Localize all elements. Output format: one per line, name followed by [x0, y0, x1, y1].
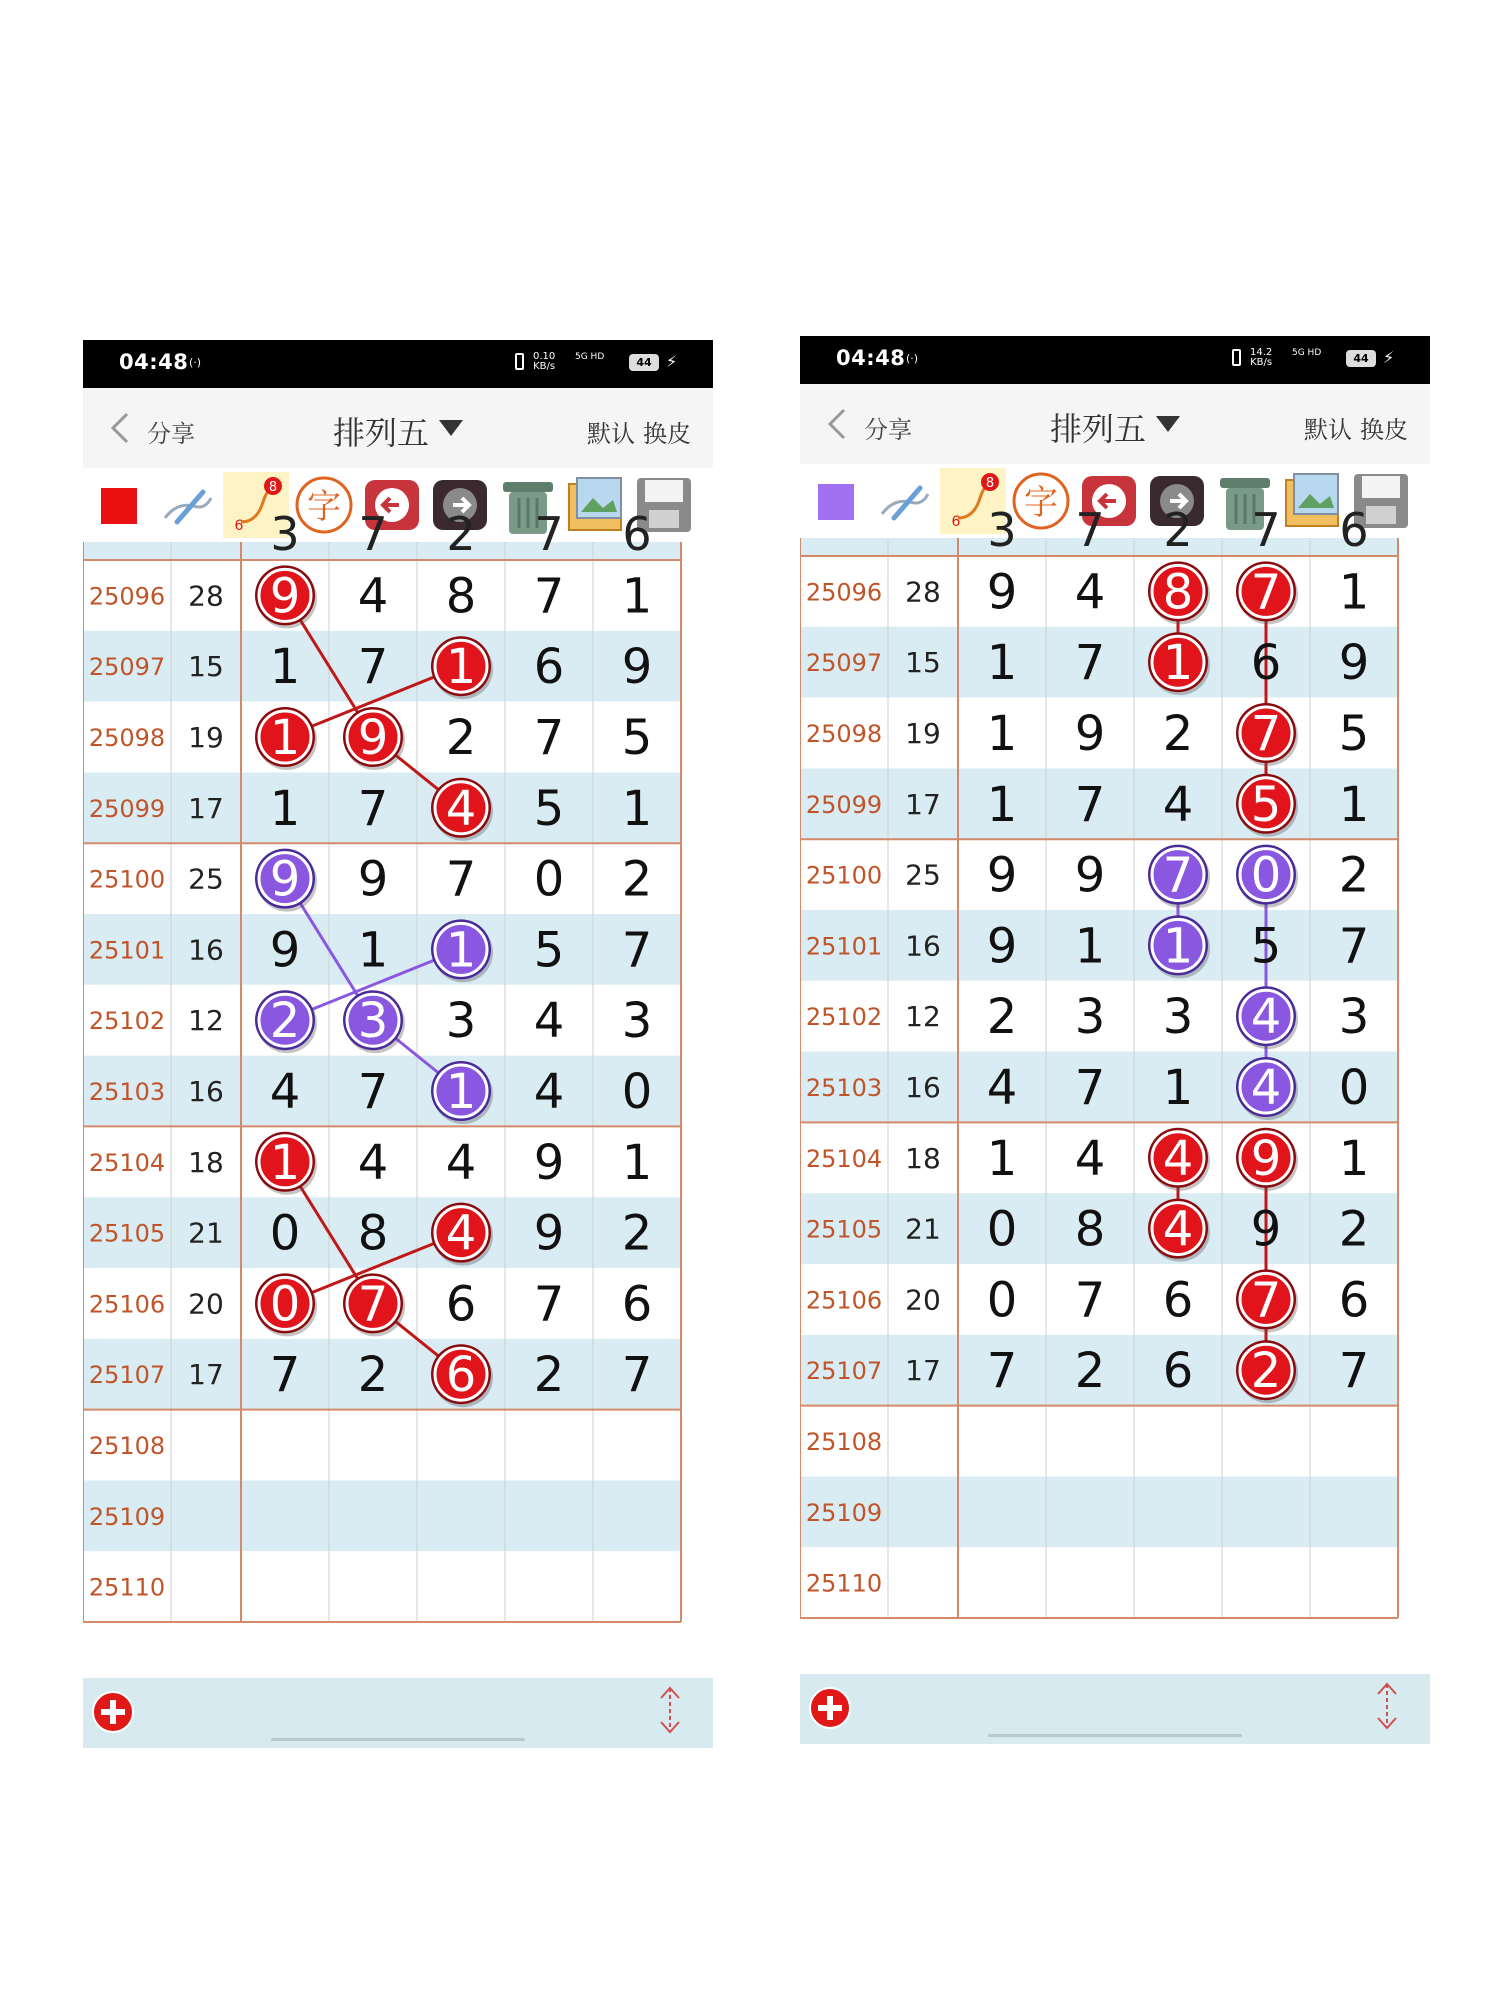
- digit-cell[interactable]: 2: [357, 1347, 389, 1404]
- skin-button[interactable]: 换皮: [643, 420, 691, 448]
- issue-number: 25098: [805, 720, 883, 748]
- signal-icon: 5G HD: [1292, 348, 1322, 358]
- nav-bar: [800, 384, 1430, 464]
- share-button[interactable]: 分享: [147, 420, 195, 448]
- pen-icon[interactable]: [155, 472, 221, 538]
- digit-cell[interactable]: 5: [533, 922, 565, 979]
- highlight-digit: 7: [1250, 1272, 1282, 1329]
- digit-cell[interactable]: 4: [445, 1134, 477, 1191]
- digit-cell[interactable]: 5: [533, 780, 565, 837]
- dropdown-triangle-icon[interactable]: [439, 420, 463, 436]
- digit-cell[interactable]: 7: [357, 1064, 389, 1120]
- digit-cell[interactable]: 2: [986, 989, 1018, 1046]
- color-swatch-icon[interactable]: [101, 488, 137, 524]
- net-speed: [533, 352, 555, 372]
- digit-cell[interactable]: 6: [1162, 1343, 1194, 1400]
- digit-cell[interactable]: 4: [1074, 1130, 1106, 1187]
- nav-bar: [83, 388, 713, 468]
- sum-value: 25: [905, 858, 941, 892]
- share-button[interactable]: 分享: [864, 416, 912, 444]
- sum-value: 21: [188, 1216, 224, 1250]
- digit-cell[interactable]: 4: [1074, 564, 1106, 621]
- battery-icon: 44: [1346, 350, 1376, 367]
- digit-cell[interactable]: 7: [533, 568, 565, 625]
- sum-value: 19: [188, 721, 224, 754]
- issue-number: 25110: [805, 1569, 883, 1598]
- digit-cell[interactable]: 2: [1338, 1201, 1370, 1258]
- lottery-title[interactable]: 排列五: [333, 414, 430, 452]
- dropdown-triangle-icon[interactable]: [1156, 416, 1180, 432]
- highlight-digit: 4: [445, 1205, 477, 1262]
- highlight-digit: 9: [357, 710, 389, 766]
- sum-value: 12: [188, 1004, 224, 1038]
- digit-cell[interactable]: 2: [533, 1347, 565, 1404]
- digit-cell[interactable]: 2: [1074, 1343, 1106, 1400]
- sum-value: 25: [188, 862, 224, 896]
- highlight-digit: 7: [357, 1276, 389, 1333]
- highlight-digit: 0: [269, 1276, 301, 1333]
- issue-number: 25110: [88, 1573, 166, 1602]
- digit-cell[interactable]: 0: [621, 1064, 653, 1120]
- digit-cell[interactable]: 9: [1074, 706, 1106, 762]
- home-indicator: [271, 1738, 525, 1741]
- digit-cell[interactable]: 9: [986, 564, 1018, 621]
- highlight-digit: 8: [1162, 564, 1194, 621]
- digit-cell[interactable]: 2: [621, 1205, 653, 1262]
- activity-icon: (·): [906, 352, 919, 365]
- digit-cell[interactable]: 1: [986, 776, 1018, 833]
- table-row: [83, 1551, 681, 1622]
- highlight-digit: 0: [1250, 847, 1282, 904]
- digit-cell[interactable]: 7: [357, 780, 389, 837]
- phone-screen-left: [83, 340, 713, 1750]
- issue-number: 25109: [805, 1498, 883, 1527]
- issue-number: 25102: [88, 1007, 166, 1036]
- issue-number: 25108: [88, 1432, 166, 1460]
- color-swatch-icon[interactable]: [818, 484, 854, 520]
- photo-frame-icon[interactable]: [1280, 468, 1346, 534]
- svg-text:8: 8: [268, 480, 278, 495]
- partial-digit: 7: [1251, 503, 1281, 557]
- digit-cell[interactable]: 7: [357, 639, 389, 696]
- digit-cell[interactable]: 2: [445, 710, 477, 766]
- digit-cell[interactable]: 7: [1074, 776, 1106, 833]
- sum-value: 18: [905, 1141, 941, 1175]
- digit-cell[interactable]: 0: [269, 1205, 301, 1262]
- digit-cell[interactable]: 5: [1250, 918, 1282, 975]
- issue-number: 25097: [805, 649, 883, 678]
- digit-cell[interactable]: 4: [269, 1064, 301, 1120]
- highlight-digit: 1: [445, 1064, 477, 1120]
- lottery-title[interactable]: 排列五: [1050, 410, 1147, 448]
- digit-cell[interactable]: 1: [357, 922, 389, 979]
- digit-cell[interactable]: 1: [621, 780, 653, 837]
- digit-cell[interactable]: 7: [986, 1343, 1018, 1400]
- digit-cell[interactable]: 7: [1338, 1343, 1370, 1400]
- issue-number: 25107: [805, 1357, 883, 1386]
- sum-value: 19: [905, 717, 941, 750]
- svg-text:字: 字: [307, 487, 341, 527]
- issue-number: 25105: [805, 1215, 883, 1244]
- status-bar: [83, 340, 713, 388]
- charging-icon: ⚡: [1383, 348, 1395, 367]
- digit-cell[interactable]: 5: [1338, 706, 1370, 762]
- digit-cell[interactable]: 3: [1162, 989, 1194, 1046]
- digit-cell[interactable]: 1: [1162, 1060, 1194, 1116]
- sum-value: 15: [905, 646, 941, 680]
- zi-character-icon[interactable]: [291, 472, 357, 538]
- digit-cell[interactable]: 1: [1074, 918, 1106, 975]
- issue-number: 25108: [805, 1428, 883, 1456]
- digit-cell[interactable]: 8: [357, 1205, 389, 1262]
- issue-number: 25101: [805, 932, 883, 961]
- digit-cell[interactable]: 7: [1338, 918, 1370, 975]
- digit-cell[interactable]: 7: [621, 922, 653, 979]
- digit-cell[interactable]: 1: [986, 1130, 1018, 1187]
- digit-cell[interactable]: 4: [357, 568, 389, 625]
- scroll-arrows-icon[interactable]: [655, 1684, 685, 1736]
- highlight-digit: 9: [1250, 1130, 1282, 1187]
- digit-cell[interactable]: 9: [621, 639, 653, 696]
- highlight-digit: 9: [269, 568, 301, 625]
- partial-digit: 7: [534, 507, 564, 561]
- net-speed-value: 14.2: [1250, 347, 1273, 358]
- digit-cell[interactable]: 6: [445, 1276, 477, 1333]
- issue-number: 25100: [805, 861, 883, 890]
- digit-cell[interactable]: 6: [1162, 1272, 1194, 1329]
- sum-value: 17: [188, 1358, 224, 1392]
- svg-text:6: 6: [234, 518, 244, 534]
- highlight-digit: 1: [1162, 918, 1194, 975]
- pen-icon[interactable]: [872, 468, 938, 534]
- partial-digit: 7: [1075, 503, 1105, 557]
- digit-cell[interactable]: 3: [1074, 989, 1106, 1046]
- highlight-digit: 4: [1250, 989, 1282, 1046]
- highlight-digit: 7: [1162, 847, 1194, 904]
- sum-value: 16: [905, 929, 941, 963]
- digit-cell[interactable]: 5: [621, 710, 653, 766]
- issue-number: 25098: [88, 724, 166, 752]
- sum-value: 21: [905, 1212, 941, 1246]
- sum-value: 16: [188, 1075, 224, 1108]
- charging-icon: ⚡: [666, 352, 678, 371]
- issue-number: 25103: [88, 1078, 166, 1106]
- scroll-arrows-icon[interactable]: [1372, 1680, 1402, 1732]
- issue-number: 25105: [88, 1219, 166, 1248]
- home-indicator: [988, 1734, 1242, 1737]
- issue-number: 25101: [88, 936, 166, 965]
- svg-text:字: 字: [1024, 483, 1058, 523]
- issue-number: 25096: [805, 578, 883, 607]
- digit-cell[interactable]: 1: [986, 635, 1018, 692]
- digit-cell[interactable]: 2: [621, 851, 653, 908]
- digit-cell[interactable]: 7: [621, 1347, 653, 1404]
- digit-cell[interactable]: 0: [986, 1201, 1018, 1258]
- sum-value: 28: [905, 575, 941, 609]
- digit-cell[interactable]: 3: [621, 993, 653, 1050]
- digit-cell[interactable]: 4: [533, 1064, 565, 1120]
- sum-value: 16: [905, 1071, 941, 1104]
- net-speed: [1250, 348, 1272, 368]
- issue-number: 25096: [88, 582, 166, 611]
- digit-cell[interactable]: 1: [1338, 776, 1370, 833]
- phone-screen-right: [800, 336, 1430, 1746]
- highlight-digit: 1: [269, 1134, 301, 1191]
- digit-cell[interactable]: 8: [1074, 1201, 1106, 1258]
- digit-cell[interactable]: 2: [1162, 706, 1194, 762]
- back-chevron-icon[interactable]: [822, 406, 852, 442]
- highlight-digit: 4: [1250, 1060, 1282, 1116]
- digit-cell[interactable]: 9: [986, 847, 1018, 904]
- highlight-digit: 2: [1250, 1343, 1282, 1400]
- digit-cell[interactable]: 1: [269, 639, 301, 696]
- sum-value: 18: [188, 1145, 224, 1179]
- highlight-digit: 2: [269, 993, 301, 1050]
- highlight-digit: 7: [1250, 706, 1282, 762]
- sum-value: 17: [188, 791, 224, 825]
- sum-value: 17: [905, 787, 941, 821]
- add-circle-icon[interactable]: [808, 1686, 852, 1730]
- issue-number: 25103: [805, 1074, 883, 1102]
- digit-cell[interactable]: 7: [1074, 1272, 1106, 1329]
- digit-cell[interactable]: 3: [1338, 989, 1370, 1046]
- highlight-digit: 1: [445, 639, 477, 696]
- add-circle-icon[interactable]: [91, 1690, 135, 1734]
- digit-cell[interactable]: 1: [1338, 1130, 1370, 1187]
- highlight-digit: 1: [269, 710, 301, 766]
- sum-value: 20: [188, 1287, 224, 1321]
- partial-digit: 2: [1163, 503, 1193, 557]
- table-row: [83, 1410, 681, 1481]
- table-row: [83, 1480, 681, 1551]
- sum-value: 28: [188, 579, 224, 613]
- issue-number: 25099: [805, 790, 883, 819]
- status-time: 04:48: [119, 350, 189, 374]
- digit-cell[interactable]: 7: [1074, 1060, 1106, 1116]
- table-row: [800, 1476, 1398, 1547]
- digit-cell[interactable]: 3: [445, 993, 477, 1050]
- issue-number: 25102: [805, 1003, 883, 1032]
- digit-cell[interactable]: 6: [621, 1276, 653, 1333]
- digit-cell[interactable]: 0: [533, 851, 565, 908]
- issue-number: 25109: [88, 1502, 166, 1531]
- digit-cell[interactable]: 9: [1250, 1201, 1282, 1258]
- vibrate-icon: [515, 353, 524, 370]
- highlight-digit: 7: [1250, 564, 1282, 621]
- highlight-digit: 4: [1162, 1130, 1194, 1187]
- bottom-bar: [800, 1674, 1430, 1744]
- activity-icon: (·): [189, 356, 202, 369]
- vibrate-icon: [1232, 349, 1241, 366]
- digit-cell[interactable]: 1: [269, 780, 301, 837]
- digit-cell[interactable]: 9: [269, 922, 301, 979]
- digit-cell[interactable]: 6: [1338, 1272, 1370, 1329]
- skin-button[interactable]: 换皮: [1360, 416, 1408, 444]
- issue-number: 25104: [805, 1144, 883, 1173]
- partial-digit: 2: [446, 507, 476, 561]
- digit-cell[interactable]: 4: [986, 1060, 1018, 1116]
- sum-value: 15: [188, 650, 224, 684]
- svg-text:6: 6: [951, 514, 961, 530]
- draw-grid[interactable]: [83, 507, 713, 1678]
- net-speed-unit: KB/s: [533, 361, 556, 372]
- issue-number: 25104: [88, 1148, 166, 1177]
- draw-grid[interactable]: [800, 503, 1430, 1674]
- digit-cell[interactable]: 7: [445, 851, 477, 908]
- digit-cell[interactable]: 4: [1162, 776, 1194, 833]
- digit-cell[interactable]: 2: [1338, 847, 1370, 904]
- digit-cell[interactable]: 1: [621, 568, 653, 625]
- digit-cell[interactable]: 0: [1338, 1060, 1370, 1116]
- toolbar: [83, 468, 713, 544]
- highlight-digit: 5: [1250, 776, 1282, 833]
- highlight-digit: 6: [445, 1347, 477, 1404]
- highlight-digit: 3: [357, 993, 389, 1050]
- partial-digit: 7: [358, 507, 388, 561]
- sum-value: 17: [905, 1354, 941, 1388]
- highlight-digit: 1: [1162, 635, 1194, 692]
- partial-digit: 6: [622, 507, 652, 561]
- svg-text:8: 8: [985, 476, 995, 491]
- digit-cell[interactable]: 7: [269, 1347, 301, 1404]
- back-chevron-icon[interactable]: [105, 410, 135, 446]
- issue-number: 25097: [88, 653, 166, 682]
- photo-frame-icon[interactable]: [563, 472, 629, 538]
- highlight-digit: 4: [1162, 1201, 1194, 1258]
- highlight-digit: 9: [269, 851, 301, 908]
- status-time: 04:48: [836, 346, 906, 370]
- battery-icon: 44: [629, 354, 659, 371]
- digit-cell[interactable]: 4: [357, 1134, 389, 1191]
- digit-cell[interactable]: 7: [533, 1276, 565, 1333]
- table-row: [800, 1406, 1398, 1477]
- digit-cell[interactable]: 6: [1250, 635, 1282, 692]
- digit-cell[interactable]: 6: [533, 639, 565, 696]
- partial-digit: 3: [270, 507, 300, 561]
- digit-cell[interactable]: 9: [986, 918, 1018, 975]
- digit-cell[interactable]: 9: [1338, 635, 1370, 692]
- issue-number: 25099: [88, 794, 166, 823]
- digit-cell[interactable]: 0: [986, 1272, 1018, 1329]
- default-button[interactable]: 默认: [587, 420, 635, 448]
- issue-number: 25107: [88, 1361, 166, 1390]
- digit-cell[interactable]: 9: [533, 1134, 565, 1191]
- sum-value: 20: [905, 1283, 941, 1317]
- zi-character-icon[interactable]: [1008, 468, 1074, 534]
- net-speed-value: 0.10: [533, 351, 556, 362]
- digit-cell[interactable]: 7: [533, 710, 565, 766]
- digit-cell[interactable]: 7: [1074, 635, 1106, 692]
- sum-value: 16: [188, 933, 224, 967]
- digit-cell[interactable]: 1: [1338, 564, 1370, 621]
- digit-cell[interactable]: 1: [986, 706, 1018, 762]
- issue-number: 25106: [805, 1286, 883, 1315]
- digit-cell[interactable]: 9: [1074, 847, 1106, 904]
- highlight-digit: 4: [445, 780, 477, 837]
- signal-icon: 5G HD: [575, 352, 605, 362]
- status-bar: [800, 336, 1430, 384]
- partial-digit: 3: [987, 503, 1017, 557]
- issue-number: 25100: [88, 865, 166, 894]
- bottom-bar: [83, 1678, 713, 1748]
- toolbar: [800, 464, 1430, 540]
- sum-value: 12: [905, 1000, 941, 1034]
- digit-cell[interactable]: 8: [445, 568, 477, 625]
- partial-digit: 6: [1339, 503, 1369, 557]
- digit-cell[interactable]: 9: [357, 851, 389, 908]
- digit-cell[interactable]: 4: [533, 993, 565, 1050]
- issue-number: 25106: [88, 1290, 166, 1319]
- table-row: [800, 1547, 1398, 1618]
- digit-cell[interactable]: 1: [621, 1134, 653, 1191]
- net-speed-unit: KB/s: [1250, 357, 1273, 368]
- digit-cell[interactable]: 9: [533, 1205, 565, 1262]
- default-button[interactable]: 默认: [1304, 416, 1352, 444]
- highlight-digit: 1: [445, 922, 477, 979]
